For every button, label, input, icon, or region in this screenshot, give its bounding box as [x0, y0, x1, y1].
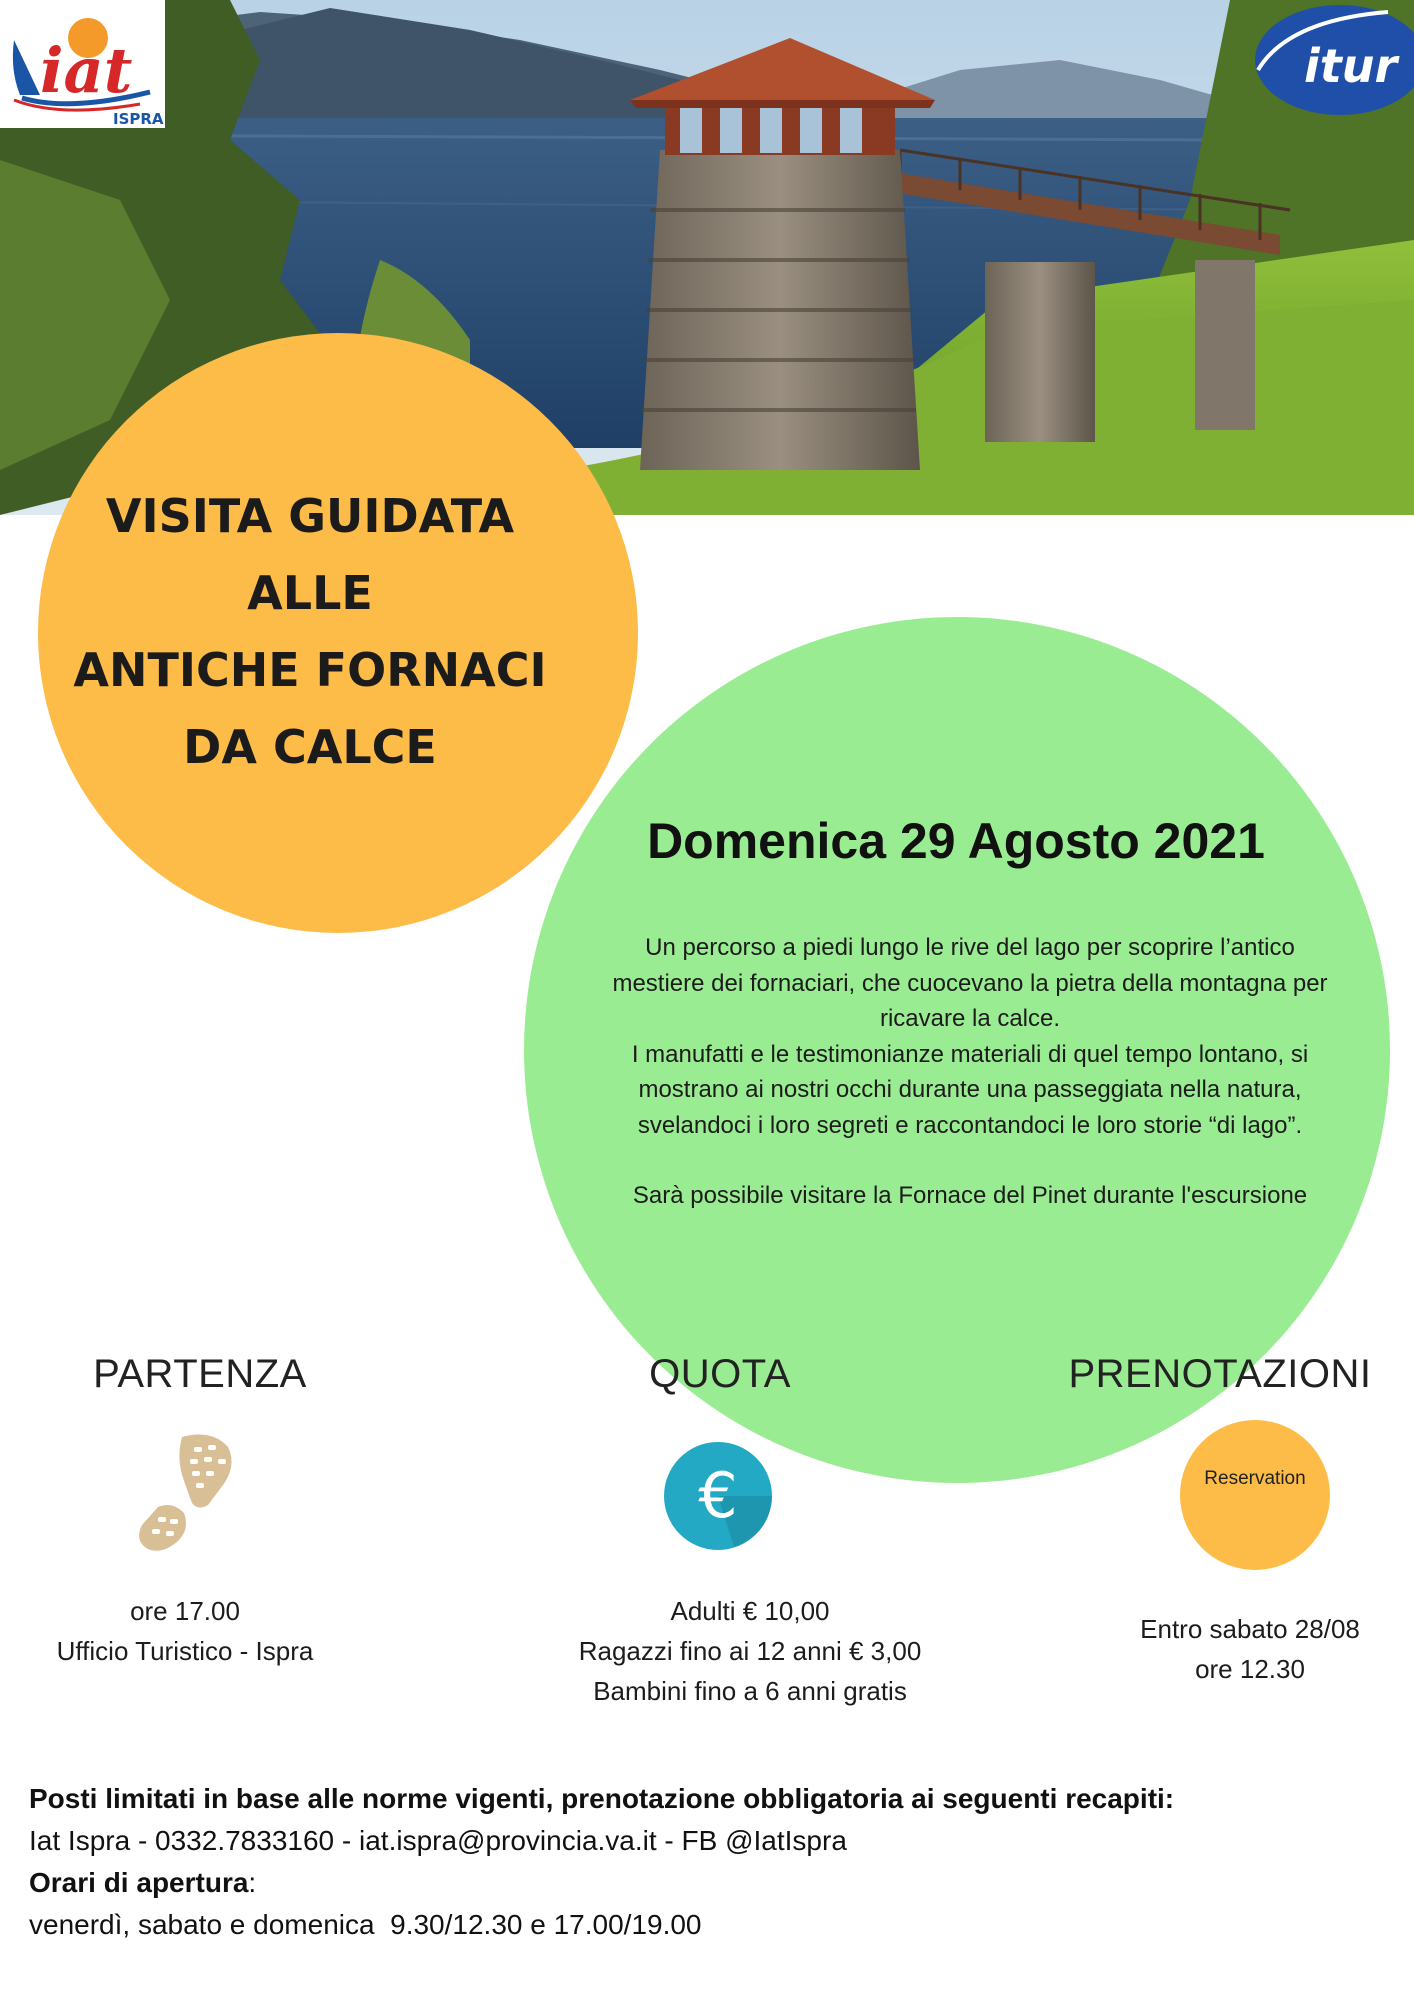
- price-line: Bambini fino a 6 anni gratis: [593, 1676, 907, 1706]
- opening-hours-label: [29, 1862, 1389, 1904]
- booking-time: ore 12.30: [1195, 1654, 1305, 1684]
- prenotazioni-details: [1100, 1609, 1400, 1689]
- euro-icon: [664, 1442, 772, 1550]
- title-line: ANTICHE FORNACI: [73, 643, 547, 697]
- itur-logo: [1248, 0, 1414, 118]
- prenotazioni-heading: PRENOTAZIONI: [1068, 1352, 1372, 1396]
- hours-label-colon: :: [248, 1867, 257, 1898]
- footer-contacts: Iat Ispra - 0332.7833160 - iat.ispra@provincia.va.it - FB @IatIspra: [29, 1825, 847, 1856]
- event-description: [560, 930, 1380, 1214]
- quota-details: [520, 1591, 980, 1711]
- partenza-heading: PARTENZA: [93, 1352, 307, 1396]
- title-line: VISITA GUIDATA: [105, 489, 515, 543]
- title-line: DA CALCE: [183, 720, 437, 774]
- svg-text:itur: itur: [1304, 39, 1398, 93]
- description-line: Un percorso a piedi lungo le rive del lago per scoprire l’antico: [645, 934, 1295, 961]
- partenza-time: ore 17.00: [130, 1596, 240, 1626]
- hours-label-text: Orari di apertura: [29, 1867, 249, 1898]
- title-line: ALLE: [247, 566, 373, 620]
- reservation-badge: [1180, 1420, 1330, 1570]
- svg-text:€: €: [698, 1459, 738, 1532]
- price-line: Ragazzi fino ai 12 anni € 3,00: [578, 1636, 922, 1666]
- footer-info: [29, 1778, 1389, 1946]
- description-line: I manufatti e le testimonianze materiali di quel tempo lontano, si: [631, 1040, 1309, 1068]
- description-spacer: [560, 1143, 1380, 1178]
- price-line: Adulti € 10,00: [670, 1596, 830, 1626]
- svg-text:ISPRA: ISPRA: [113, 110, 164, 128]
- iat-ispra-logo: [0, 0, 165, 128]
- description-line: svelandoci i loro segreti e raccontandoci le loro storie “di lago”.: [637, 1111, 1303, 1139]
- footer-notice: Posti limitati in base alle norme vigenti, prenotazione obbligatoria ai seguenti recapiti:: [29, 1783, 1175, 1814]
- description-line: mestiere dei fornaciari, che cuocevano la pietra della montagna per: [612, 969, 1328, 997]
- page-title: [40, 478, 580, 786]
- event-date: Domenica 29 Agosto 2021: [647, 813, 1265, 869]
- quota-heading: QUOTA: [649, 1352, 791, 1396]
- description-line: mostrano ai nostri occhi durante una passeggiata nella natura,: [638, 1076, 1302, 1103]
- partenza-location: Ufficio Turistico - Ispra: [56, 1636, 314, 1666]
- booking-deadline: Entro sabato 28/08: [1140, 1614, 1360, 1644]
- svg-text:iat: iat: [40, 34, 133, 107]
- description-line: Sarà possibile visitare la Fornace del Pinet durante l'escursione: [632, 1182, 1308, 1209]
- partenza-details: [20, 1591, 350, 1671]
- reservation-label: Reservation: [1204, 1468, 1306, 1489]
- opening-hours: venerdì, sabato e domenica 9.30/12.30 e 17.00/19.00: [29, 1909, 702, 1940]
- footprint-icon: [112, 1425, 252, 1565]
- description-line: ricavare la calce.: [879, 1005, 1061, 1032]
